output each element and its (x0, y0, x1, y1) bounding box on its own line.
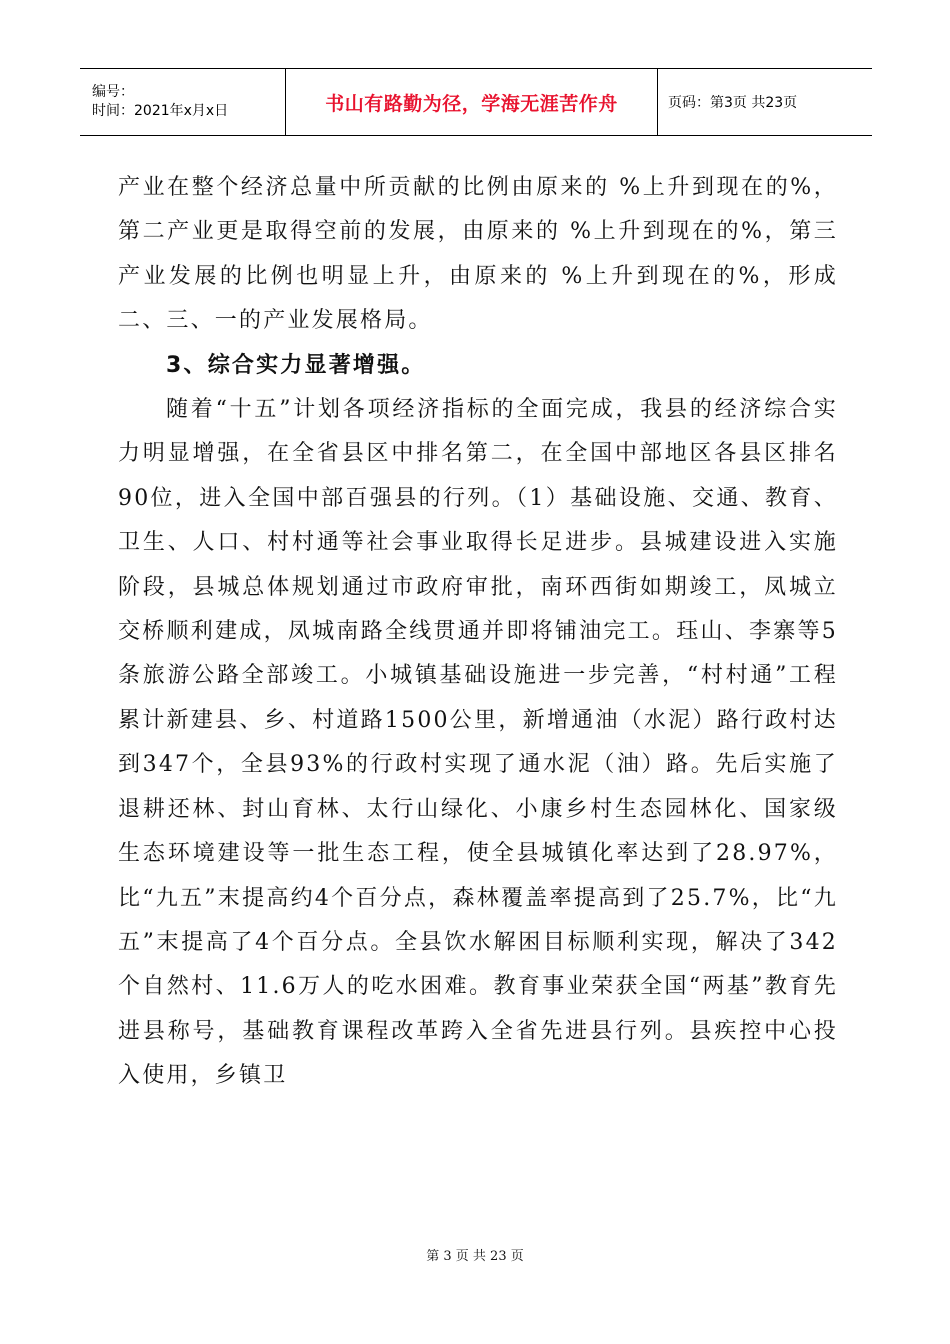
section-heading: 3、综合实力显著增强。 (166, 352, 426, 378)
paragraph-industry-ratio: 产业在整个经济总量中所贡献的比例由原来的 %上升到现在的%，第二产业更是取得空前的发展，由原来的 %上升到现在的%，第三产业发展的比例也明显上升，由原来的 %上升到现在的%，形成二、三、一的产业发展格局。 (118, 175, 838, 334)
header-page-info (658, 69, 872, 135)
motto-text: 书山有路勤为径，学海无涯苦作舟 (325, 92, 618, 115)
paragraph-overall-strength: 随着“十五”计划各项经济指标的全面完成，我县的经济综合实力明显增强，在全省县区中排名第二，在全国中部地区各县区排名90位，进入全国中部百强县的行列。（1）基础设施、交通、教育、卫生、人口、村村通等社会事业取得长足进步。县城建设进入实施阶段，县城总体规划通过市政府审批，南环西街如期竣工，凤城立交桥顺利建成，凤城南路全线贯通并即将铺油完工。珏山、李寨等5条旅游公路全部竣工。小城镇基础设施进一步完善，“村村通”工程累计新建县、乡、村道路1500公里，新增通油（水泥）路行政村达到347个，全县93%的行政村实现了通水泥（油）路。先后实施了退耕还林、封山育林、太行山绿化、小康乡村生态园林化、国家级生态环境建设等一批生态工程，使全县城镇化率达到了28.97%，比“九五”末提高约4个百分点，森林覆盖率提高到了25.7%，比“九五”末提高了4个百分点。全县饮水解困目标顺利实现，解决了342个自然村、11.6万人的吃水困难。教育事业荣获全国“两基”教育先进县称号，基础教育课程改革跨入全省先进县行列。县疾控中心投入使用，乡镇卫 (118, 397, 838, 1089)
document-body (118, 166, 838, 1099)
page-info-text: 页码：第3页 共23页 (668, 95, 798, 111)
header-meta (80, 69, 286, 135)
date-label: 时间：2021年x月x日 (92, 103, 229, 119)
header-motto (286, 69, 658, 135)
page-footer: 第 3 页 共 23 页 (426, 1249, 524, 1264)
page-header (80, 68, 872, 136)
serial-number-label: 编号： (92, 84, 134, 100)
